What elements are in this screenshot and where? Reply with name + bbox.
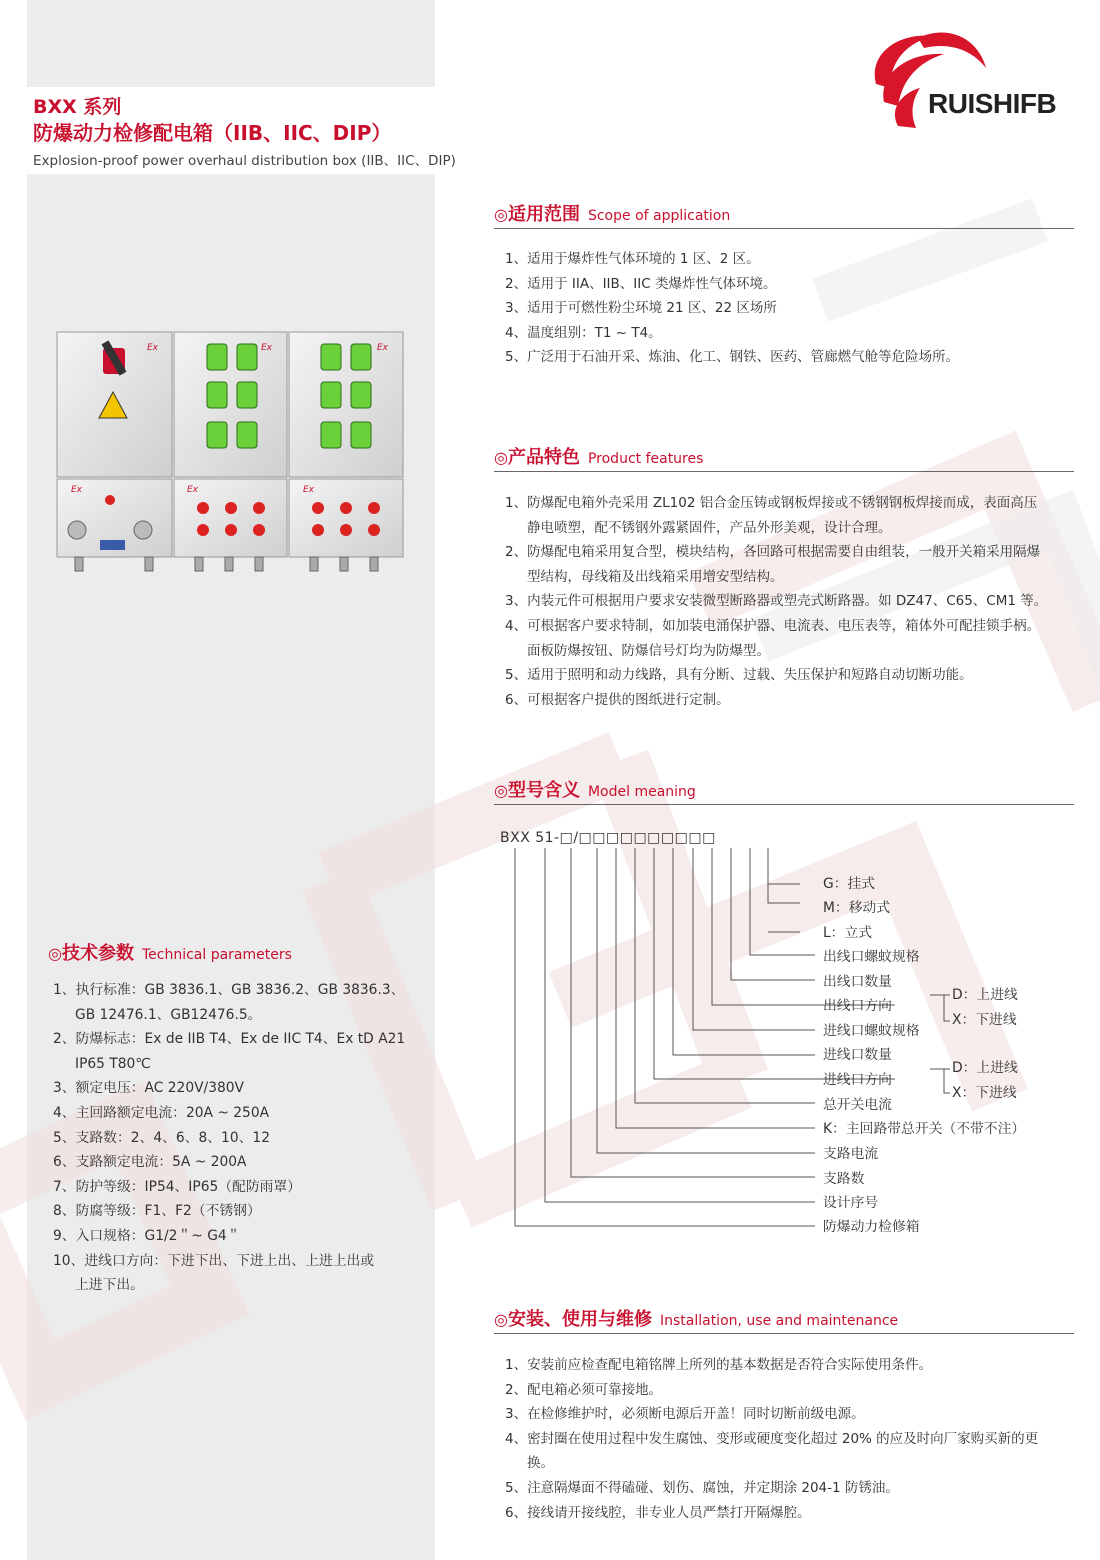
ex-label: Ex <box>261 343 273 353</box>
page-title: 防爆动力检修配电箱（IIB、IIC、DIP） <box>33 121 392 145</box>
list-item-continuation: IP65 T80℃ <box>75 1055 151 1072</box>
model-label-out-d: D：上进线 <box>952 987 1018 1003</box>
list-item: 2、配电箱必须可靠接地。 <box>505 1381 663 1398</box>
model-label-product: 防爆动力检修箱 <box>823 1219 920 1235</box>
features-list <box>505 491 1047 712</box>
ex-label: Ex <box>303 485 315 495</box>
model-label-in-thread: 进线口螺蚊规格 <box>823 1023 920 1039</box>
list-item: 9、入口规格：G1/2＂~ G4＂ <box>53 1227 241 1244</box>
scope-title-cn: 适用范围 <box>507 204 580 225</box>
left-panel-background <box>27 0 435 1560</box>
list-item-continuation: 型结构，母线箱及出线箱采用增安型结构。 <box>527 568 784 585</box>
model-label-in-x: X：下进线 <box>952 1085 1017 1101</box>
list-item-continuation: GB 12476.1、GB12476.5。 <box>75 1006 262 1023</box>
list-item: 3、内装元件可根据用户要求安装微型断路器或塑壳式断路器。如 DZ47、C65、CM1 等。 <box>505 593 1048 610</box>
model-label-l: L：立式 <box>823 925 873 941</box>
list-item: 4、温度组别：T1 ~ T4。 <box>505 324 662 341</box>
model-label-out-thread: 出线口螺蚊规格 <box>823 949 920 965</box>
installation-title-en: Installation, use and maintenance <box>659 1313 899 1329</box>
model-label-design-no: 设计序号 <box>823 1195 879 1211</box>
list-item-continuation: 上进下出。 <box>75 1277 144 1294</box>
list-item: 6、可根据客户提供的图纸进行定制。 <box>505 691 730 708</box>
list-item: 1、安装前应检查配电箱铭牌上所列的基本数据是否符合实际使用条件。 <box>505 1357 933 1373</box>
ex-label: Ex <box>71 485 83 495</box>
ex-label: Ex <box>377 343 389 353</box>
scope-heading <box>494 200 1074 229</box>
model-diagram-lines <box>500 840 1060 1240</box>
technical-list <box>53 978 405 1298</box>
model-label-out-dir: 出线口方向 <box>823 998 892 1014</box>
list-item: 5、支路数：2、4、6、8、10、12 <box>53 1129 270 1146</box>
list-item: 4、密封圈在使用过程中发生腐蚀、变形或硬度变化超过 20% 的应及时向厂家购买新的更 <box>505 1430 1039 1447</box>
model-label-in-count: 进线口数量 <box>823 1047 892 1063</box>
model-label-out-x: X：下进线 <box>952 1012 1017 1028</box>
list-item: 3、额定电压：AC 220V/380V <box>53 1080 244 1097</box>
ex-label: Ex <box>147 343 159 353</box>
list-item: 10、进线口方向：下进下出、下进上出、上进上出或 <box>53 1252 375 1269</box>
list-item: 6、接线请开接线腔，非专业人员严禁打开隔爆腔。 <box>505 1504 811 1521</box>
technical-title-en: Technical parameters <box>141 947 292 963</box>
technical-title-cn: 技术参数 <box>61 943 134 964</box>
features-heading <box>494 443 1074 472</box>
list-item-continuation: 换。 <box>527 1455 554 1472</box>
model-label-out-count: 出线口数量 <box>823 974 892 990</box>
features-title-cn: 产品特色 <box>507 447 580 468</box>
list-item-continuation: 面板防爆按钮、防爆信号灯均为防爆型。 <box>527 642 770 659</box>
product-photo <box>55 330 405 580</box>
list-item: 2、防爆标志：Ex de IIB T4、Ex de IIC T4、Ex tD A21 <box>53 1031 406 1048</box>
list-item: 1、执行标准：GB 3836.1、GB 3836.2、GB 3836.3、 <box>53 982 405 998</box>
list-item: 4、主回路额定电流：20A ~ 250A <box>53 1104 270 1121</box>
installation-title-cn: 安装、使用与维修 <box>507 1309 652 1330</box>
features-title-en: Product features <box>587 451 704 467</box>
brand-name: RUISHIFB <box>928 88 1057 119</box>
bullet-mark: ◎ <box>494 1310 508 1329</box>
list-item: 5、广泛用于石油开采、炼油、化工、钢铁、医药、管廊燃气舱等危险场所。 <box>505 349 960 366</box>
bullet-mark: ◎ <box>494 448 508 467</box>
installation-list <box>505 1353 1038 1525</box>
list-item: 3、在检修维护时，必须断电源后开盖！同时切断前级电源。 <box>505 1406 865 1423</box>
model-label-main-current: 总开关电流 <box>823 1097 892 1113</box>
model-title-cn: 型号含义 <box>507 780 580 801</box>
list-item: 8、防腐等级：F1、F2（不锈钢） <box>53 1203 261 1220</box>
model-title-en: Model meaning <box>587 784 696 800</box>
model-label-in-d: D：上进线 <box>952 1060 1018 1076</box>
list-item-continuation: 静电喷塑，配不锈钢外露紧固件，产品外形美观，设计合理。 <box>527 519 892 536</box>
model-label-k: K：主回路带总开关（不带不注） <box>823 1121 1026 1137</box>
scope-title-en: Scope of application <box>587 208 731 224</box>
list-item: 4、可根据客户要求特制，如加装电涌保护器、电流表、电压表等，箱体外可配挂锁手柄。 <box>505 617 1041 634</box>
series-title: BXX 系列 <box>33 96 122 118</box>
list-item: 7、防护等级：IP54、IP65（配防雨罩） <box>53 1178 302 1195</box>
model-label-g: G：挂式 <box>823 876 876 892</box>
list-item: 2、适用于 IIA、IIB、IIC 类爆炸性气体环境。 <box>505 275 777 292</box>
list-item: 5、注意隔爆面不得磕碰、划伤、腐蚀，并定期涂 204-1 防锈油。 <box>505 1479 899 1496</box>
model-label-m: M：移动式 <box>823 900 891 916</box>
model-heading <box>494 776 1074 805</box>
model-label-in-dir: 进线口方向 <box>823 1072 892 1088</box>
model-code: BXX 51-□/□□□□□□□□□□ <box>500 830 716 846</box>
bullet-mark: ◎ <box>494 205 508 224</box>
list-item: 5、适用于照明和动力线路，具有分断、过载、失压保护和短路自动切断功能。 <box>505 667 973 684</box>
bullet-mark: ◎ <box>494 781 508 800</box>
list-item: 3、适用于可燃性粉尘环境 21 区、22 区场所 <box>505 300 777 317</box>
scope-list <box>505 247 959 370</box>
installation-heading <box>494 1305 1074 1334</box>
list-item: 6、支路额定电流：5A ~ 200A <box>53 1154 247 1171</box>
model-label-branch-count: 支路数 <box>823 1171 865 1187</box>
ex-label: Ex <box>187 485 199 495</box>
list-item: 1、适用于爆炸性气体环境的 1 区、2 区。 <box>505 251 760 267</box>
page-subtitle: Explosion-proof power overhaul distribution box (IIB、IIC、DIP) <box>33 153 456 169</box>
bullet-mark: ◎ <box>48 944 62 963</box>
list-item: 2、防爆配电箱采用复合型，模块结构，各回路可根据需要自由组装，一般开关箱采用隔爆 <box>505 544 1041 561</box>
list-item: 1、防爆配电箱外壳采用 ZL102 铝合金压铸或钢板焊接或不锈钢钢板焊接而成，表面高压 <box>505 495 1038 511</box>
technical-heading <box>48 939 418 967</box>
model-label-branch-current: 支路电流 <box>823 1146 879 1162</box>
